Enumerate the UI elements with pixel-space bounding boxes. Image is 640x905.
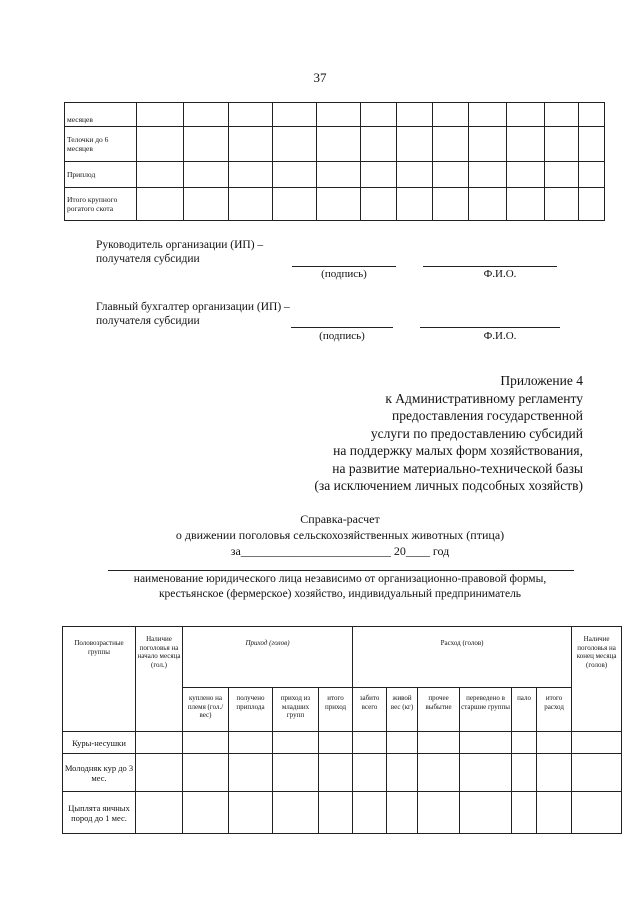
col-header-income: Приход (голов)	[183, 627, 353, 688]
page-number: 37	[313, 70, 327, 85]
subheader: куплено на племя (гол./вес)	[183, 688, 229, 732]
col-header-opening: Наличие поголовья на начало месяца (гол.)	[136, 627, 183, 732]
subheader: итого приход	[319, 688, 353, 732]
certificate-subtitle: о движении поголовья сельскохозяйственных животных (птица)	[175, 528, 505, 542]
subheader: получено приплода	[229, 688, 273, 732]
col-header-closing: Наличие поголовья на конец месяца (голов)	[572, 627, 622, 732]
certificate-title: Справка-расчет	[300, 512, 380, 526]
subheader: пало	[512, 688, 537, 732]
poultry-movement-table	[62, 626, 622, 834]
row-label: месяцев	[65, 103, 137, 127]
signature-caption: (подпись)	[319, 330, 365, 342]
row-label: Приплод	[65, 162, 137, 188]
subheader: переведено в старшие группы	[460, 688, 512, 732]
table-row-label: Молодняк кур до 3 мес.	[63, 754, 136, 792]
signature-line	[291, 327, 393, 328]
subheader: забито всего	[353, 688, 387, 732]
name-caption: Ф.И.О.	[483, 268, 517, 280]
head-signature-label: Руководитель организации (ИП) – получателя субсидии	[96, 239, 264, 265]
subheader: прочее выбытие	[418, 688, 460, 732]
signature-caption: (подпись)	[321, 268, 367, 280]
table-row-label: Цыплята яичных пород до 1 мес.	[63, 792, 136, 834]
subheader: приход из младших групп	[273, 688, 319, 732]
accountant-signature-label: Главный бухгалтер организации (ИП) – получателя субсидии	[96, 301, 290, 327]
row-label: Итого крупного рогатого скота	[65, 188, 137, 221]
subheader: живой вес (кг)	[387, 688, 418, 732]
row-label: Телочки до 6 месяцев	[65, 127, 137, 162]
entity-line	[108, 570, 574, 571]
entity-caption: наименование юридического лица независимо от организационно-правовой формы, крестьянское (фермерское) хозяйство, индивидуальный предприниматель	[133, 573, 547, 600]
name-caption: Ф.И.О.	[483, 330, 517, 342]
signature-line	[292, 266, 396, 267]
col-header-groups: Половозрастные группы	[63, 627, 136, 732]
certificate-period: за_________________________ 20____ год	[230, 544, 450, 558]
col-header-expense: Расход (голов)	[353, 627, 572, 688]
table-row-label: Куры-несушки	[63, 732, 136, 754]
name-line	[420, 327, 560, 328]
subheader: итого расход	[537, 688, 572, 732]
appendix-header: Приложение 4 к Административному регламенту предоставления государственной услуги по предоставлению субсидий на поддержку малых форм хозяйствования, на развитие материально-технической базы (за исключением личных подсобных хозяйств)	[314, 373, 583, 493]
name-line	[423, 266, 557, 267]
top-livestock-table	[64, 102, 605, 221]
